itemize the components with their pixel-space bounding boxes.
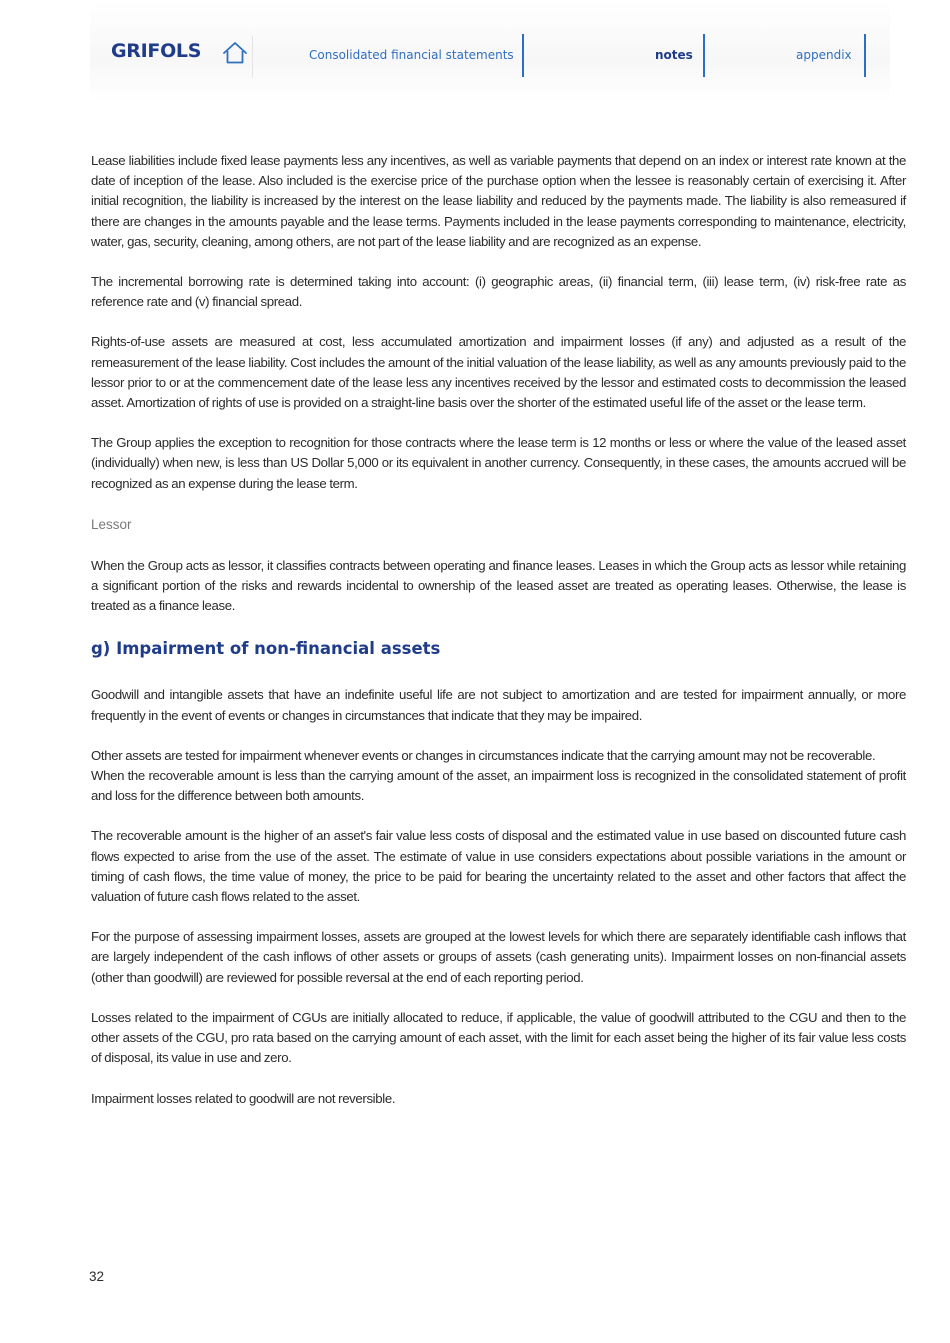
page-number: 32	[89, 1269, 105, 1284]
cgu-losses-paragraph: Losses related to the impairment of CGUs are initially allocated to reduce, if applicable, the value of goodwill attributed to the CGU and then to the other assets of the CGU, pro rata based on the carrying amount of each asset, with the limit for each asset being the higher of its fair value less costs of disposal, its value in use and zero.	[91, 1009, 906, 1066]
impairment-section-heading: g) Impairment of non-financial assets	[91, 639, 441, 659]
header-divider-home	[252, 36, 253, 78]
recoverable-amount-paragraph: The recoverable amount is the higher of an asset's fair value less costs of disposal and the estimated value in use based on discounted future cash flows expected to arise from the use of the asset. The estimate of value in use considers expectations about possible variations in the amount or timing of cash flows, the time value of money, the price to be paid for bearing the uncertainty related to the asset and other factors that affect the valuation of future cash flows related to the asset.	[91, 828, 906, 905]
goodwill-impairment-paragraph: Goodwill and intangible assets that have an indefinite useful life are not subject to amortization and are tested for impairment annually, or more frequently in the event of events or changes in circumstances that indicate that they may be impaired.	[91, 687, 906, 723]
header-divider-appendix	[864, 34, 866, 77]
lease-liabilities-paragraph: Lease liabilities include fixed lease payments less any incentives, as well as variable payments that depend on an index or interest rate known at the date of inception of the lease. Also included is the exercise price of the purchase option when the lessee is reasonably certain of exercising it. After initial recognition, the liability is increased by the interest on the lease liability and reduced by the payments made. The liability is also remeasured if there are changes in the amounts payable and the lease terms. Payments included in the lease payments corresponding to maintenance, electricity, water, gas, security, cleaning, among others, are not part of the lease liability and are recognized as an expense.	[91, 153, 906, 249]
document-body	[91, 151, 906, 1109]
impairment-loss-paragraph: When the recoverable amount is less than the carrying amount of the asset, an impairment loss is recognized in the consolidated statement of profit and loss for the difference between both amounts.	[91, 768, 906, 804]
home-icon[interactable]	[222, 41, 248, 65]
page-header	[0, 0, 950, 100]
header-divider-consolidated	[522, 34, 524, 77]
lessor-paragraph: When the Group acts as lessor, it classifies contracts between operating and finance leases. Leases in which the Group acts as lessor while retaining a significant portion of the risks and rewards incidental to ownership of the leased asset are treated as operating leases. Otherwise, the lease is treated as a finance lease.	[91, 557, 906, 614]
goodwill-not-reversible-paragraph: Impairment losses related to goodwill are not reversible.	[91, 1090, 396, 1106]
grifols-logo[interactable]: GRIFOLS	[111, 40, 202, 62]
header-divider-notes	[703, 34, 705, 77]
cash-generating-units-paragraph: For the purpose of assessing impairment losses, assets are grouped at the lowest levels for which there are separately identifiable cash inflows that are largely independent of the cash inflows of other assets or groups of assets (cash generating units). Impairment losses on non-financial assets (other than goodwill) are reviewed for possible reversal at the end of each reporting period.	[91, 929, 906, 985]
recognition-exception-paragraph: The Group applies the exception to recognition for those contracts where the lease term is 12 months or less or where the value of the leased asset (individually) when new, is less than US Dollar 5,000 or its equivalent in another currency. Consequently, in these cases, the amounts accrued will be recognized as an expense during the lease term.	[91, 435, 906, 491]
nav-notes[interactable]: notes	[655, 48, 693, 62]
nav-appendix[interactable]: appendix	[796, 48, 852, 62]
incremental-borrowing-rate-paragraph: The incremental borrowing rate is determined taking into account: (i) geographic areas, (ii) financial term, (iii) lease term, (iv) risk-free rate as reference rate and (v) financial spread.	[91, 274, 906, 310]
other-assets-paragraph: Other assets are tested for impairment whenever events or changes in circumstances indicate that the carrying amount may not be recoverable.	[91, 747, 876, 763]
rights-of-use-paragraph: Rights-of-use assets are measured at cost, less accumulated amortization and impairment losses (if any) and adjusted as a result of the remeasurement of the lease liability. Cost includes the amount of the initial valuation of the lease liability, as well as any amounts previously paid to the lessor prior to or at the commencement date of the lease less any incentives received by the lessor and estimated costs to decommission the leased asset. Amortization of rights of use is provided on a straight-line basis over the shorter of the estimated useful life of the asset or the lease term.	[91, 334, 906, 411]
nav-consolidated-financial-statements[interactable]: Consolidated financial statements	[309, 48, 514, 62]
lessor-subheading: Lessor	[91, 516, 132, 532]
